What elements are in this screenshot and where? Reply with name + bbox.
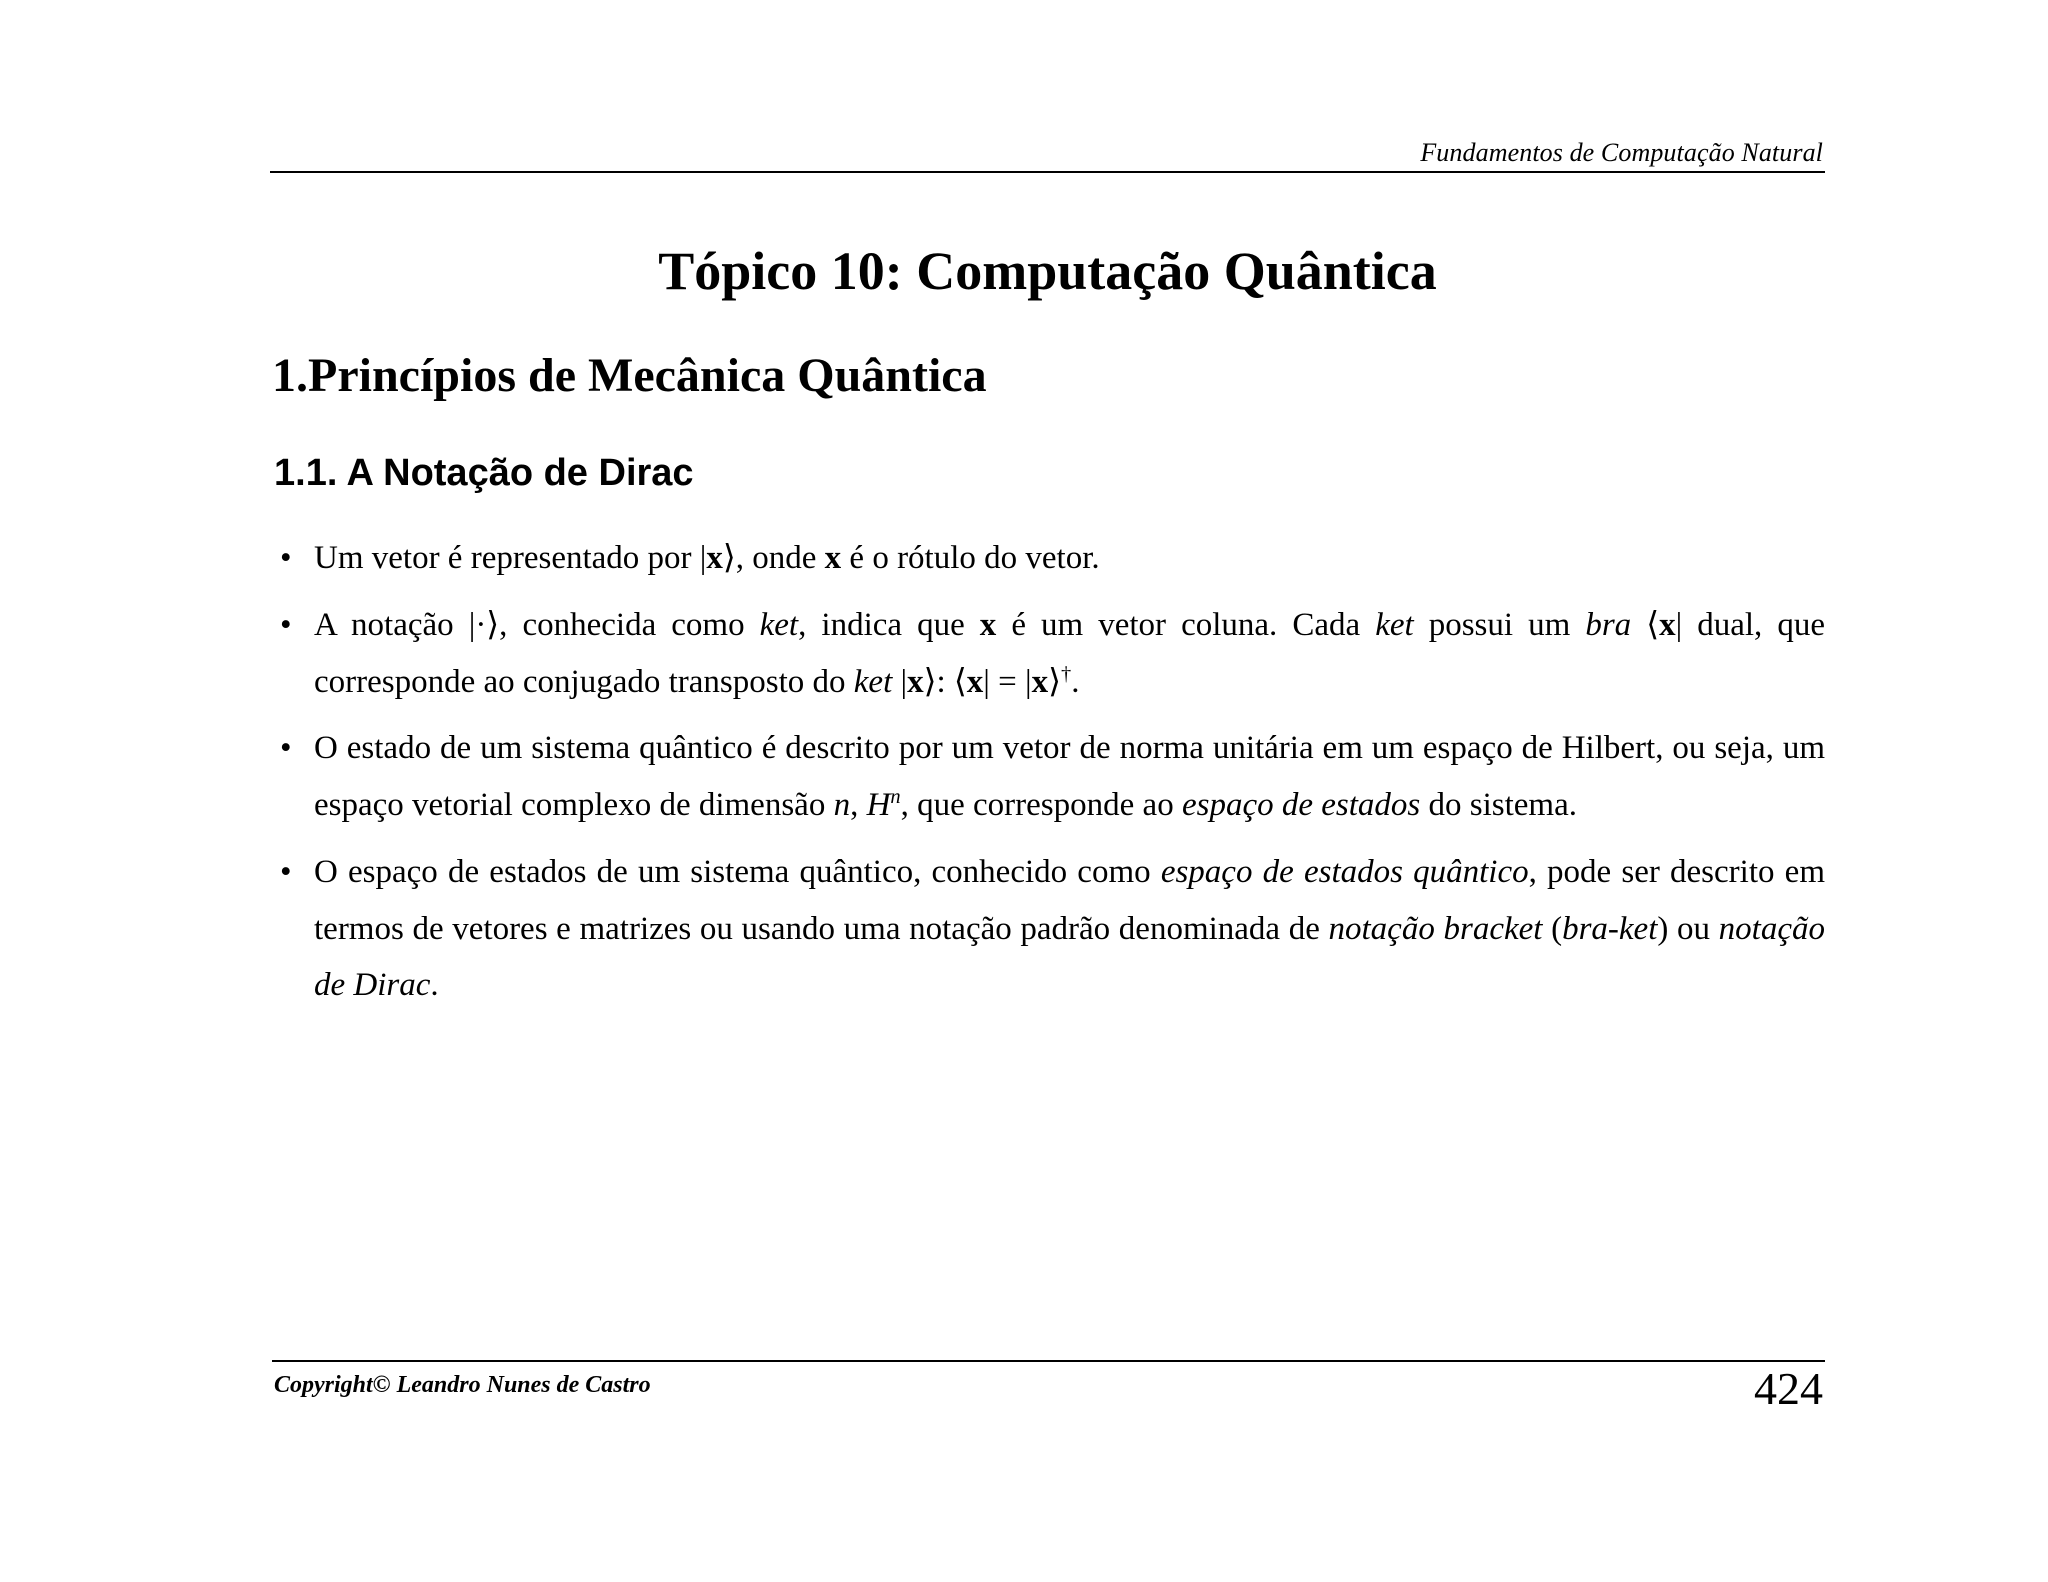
footer-row bbox=[272, 1362, 1825, 1432]
list-item bbox=[272, 597, 1825, 711]
bullet-marker: • bbox=[280, 730, 292, 767]
header-title: Fundamentos de Computação Natural bbox=[1420, 138, 1823, 167]
bullet-marker: • bbox=[280, 606, 292, 643]
page-title: Tópico 10: Computação Quântica bbox=[658, 241, 1437, 301]
list-item-text: A notação |·⟩, conhecida como ket, indica que x é um vetor coluna. Cada ket possui um bra ⟨x| dual, que corresponde ao conjugado transposto do ket |x⟩: ⟨x| = |x⟩†. bbox=[314, 606, 1825, 700]
bullet-marker: • bbox=[280, 540, 292, 576]
copyright-notice: Copyright© Leandro Nunes de Castro bbox=[274, 1372, 651, 1398]
bullet-marker: • bbox=[280, 853, 292, 890]
list-item bbox=[272, 844, 1825, 1014]
list-item-text: O estado de um sistema quântico é descrito por um vetor de norma unitária em um espaço de Hilbert, ou seja, um espaço vetorial complexo de dimensão n, $H^n$, que corresponde ao espaço de estados do sistema. bbox=[314, 730, 1825, 823]
list-item-text: O espaço de estados de um sistema quântico, conhecido como espaço de estados quântico, pode ser descrito em termos de vetores e matrizes ou usando uma notação padrão denominada de notação bracket (bra-ket) ou notação de Dirac. bbox=[314, 853, 1825, 1004]
section-heading: 1.Princípios de Mecânica Quântica bbox=[272, 349, 987, 402]
list-item-text: Um vetor é representado por |x⟩, onde x é o rótulo do vetor. bbox=[314, 540, 1100, 576]
subsection-heading: 1.1. A Notação de Dirac bbox=[274, 452, 694, 494]
list-item bbox=[272, 530, 1825, 587]
page-header bbox=[270, 138, 1825, 173]
page-footer bbox=[272, 1360, 1825, 1432]
list-item bbox=[272, 720, 1825, 834]
page-number: 424 bbox=[1754, 1363, 1823, 1414]
header-divider bbox=[270, 171, 1825, 173]
bullet-list bbox=[272, 530, 1825, 1024]
